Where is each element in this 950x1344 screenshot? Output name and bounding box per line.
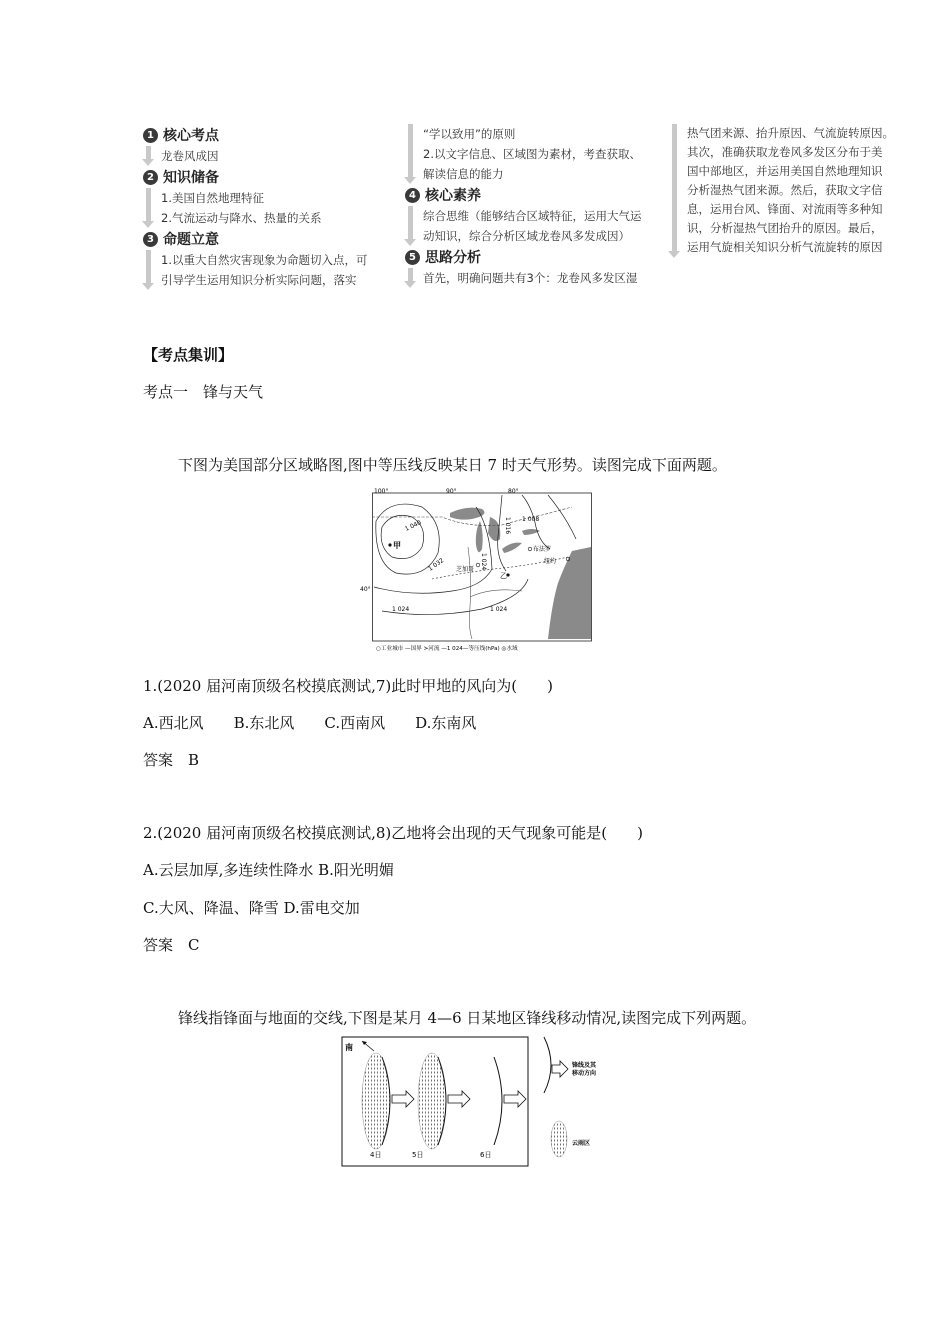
section-title: 知识储备 bbox=[163, 170, 219, 186]
question-1-stem: 1.(2020 届河南顶级名校摸底测试,7)此时甲地的风向为( ) bbox=[143, 677, 553, 695]
section-line: 2.气流运动与降水、热量的关系 bbox=[161, 211, 322, 225]
section-intent bbox=[143, 228, 393, 290]
number-badge: 1 bbox=[143, 128, 158, 143]
place-label: 纽约 bbox=[544, 558, 557, 565]
question-1-options: A.西北风 B.东北风 C.西南风 D.东南风 bbox=[143, 714, 477, 732]
intro-text-1: 下图为美国部分区域略图,图中等压线反映某日 7 时天气形势。读图完成下面两题。 bbox=[178, 456, 727, 474]
legend-rain-area bbox=[551, 1121, 567, 1157]
front-movement-diagram bbox=[340, 1035, 620, 1170]
section-title: 核心素养 bbox=[425, 188, 481, 204]
question-2-answer: 答案 C bbox=[143, 936, 200, 954]
section-line: 国中部地区，并运用美国自然地理知识 bbox=[687, 164, 883, 178]
number-badge: 4 bbox=[405, 188, 420, 203]
legend-front-line bbox=[544, 1037, 551, 1093]
section-analysis bbox=[405, 246, 663, 288]
legend-text: 云雨区 bbox=[572, 1140, 591, 1147]
day-label: 6日 bbox=[480, 1151, 492, 1159]
isobar-label: 1 024 bbox=[480, 553, 487, 571]
section-line: 运用气旋相关知识分析气流旋转的原因 bbox=[687, 240, 883, 254]
question-1-answer: 答案 B bbox=[143, 751, 200, 769]
isobar-label: 1 032 bbox=[427, 557, 446, 573]
section-title: 思路分析 bbox=[425, 250, 481, 266]
section-literacy bbox=[405, 184, 663, 246]
legend-text: 移动方向 bbox=[572, 1070, 597, 1077]
number-badge: 3 bbox=[143, 232, 158, 247]
question-2-options-line1: A.云层加厚,多连续性降水 B.阳光明媚 bbox=[143, 861, 394, 879]
section-title: 命题立意 bbox=[163, 232, 219, 248]
section-header: 【考点集训】 bbox=[143, 346, 234, 364]
question-2-options-line2: C.大风、降温、降雪 D.雷电交加 bbox=[143, 899, 360, 917]
place-label: 甲 bbox=[393, 541, 401, 550]
panel-column-2 bbox=[405, 124, 663, 288]
section-line: 引导学生运用知识分析实际问题，落实 bbox=[161, 273, 357, 287]
isobar-label: 1 008 bbox=[522, 516, 540, 523]
isobar-label: 1 024 bbox=[392, 606, 410, 613]
down-arrow-icon bbox=[143, 188, 153, 228]
legend-text: 锋线及其 bbox=[572, 1062, 597, 1069]
lon-label: 90° bbox=[446, 488, 457, 495]
section-core-topic bbox=[143, 124, 393, 166]
down-arrow-icon bbox=[405, 268, 415, 288]
down-arrow-icon bbox=[143, 250, 153, 290]
section-line: 1.以重大自然灾害现象为命题切入点，可 bbox=[161, 253, 368, 267]
place-label: 芝加哥 bbox=[456, 566, 475, 573]
number-badge: 5 bbox=[405, 250, 420, 265]
lon-label: 100° bbox=[374, 488, 389, 495]
direction-label: 南 bbox=[345, 1043, 353, 1052]
section-line: “学以致用”的原则 bbox=[423, 127, 516, 141]
isobar-label: 1 016 bbox=[504, 517, 511, 535]
day-label: 5日 bbox=[412, 1151, 424, 1159]
place-label: 乙 bbox=[500, 572, 507, 580]
number-badge: 2 bbox=[143, 170, 158, 185]
isobar-label: 1 040 bbox=[403, 519, 423, 533]
section-line: 动知识，综合分析区域龙卷风多发成因） bbox=[423, 229, 630, 243]
isobar-label: 1 024 bbox=[490, 606, 508, 613]
section-line: 龙卷风成因 bbox=[161, 149, 219, 163]
section-line: 2.以文字信息、区域图为素材，考查获取、 bbox=[423, 147, 641, 161]
panel-column-1 bbox=[143, 124, 393, 290]
section-title: 核心考点 bbox=[163, 128, 219, 144]
place-dot bbox=[388, 543, 391, 546]
lon-label: 80° bbox=[508, 488, 519, 495]
down-arrow-icon bbox=[405, 206, 415, 246]
panel-column-3 bbox=[669, 124, 909, 258]
legend-arrow-icon bbox=[552, 1061, 568, 1077]
down-arrow-icon bbox=[405, 124, 415, 184]
topic-title: 考点一 锋与天气 bbox=[143, 383, 264, 401]
section-line: 首先，明确问题共有3个：龙卷风多发区湿 bbox=[423, 271, 638, 285]
section-line: 息，运用台风、锋面、对流雨等多种知 bbox=[687, 202, 883, 216]
intro-text-2: 锋线指锋面与地面的交线,下图是某月 4—6 日某地区锋线移动情况,读图完成下列两题。 bbox=[178, 1009, 757, 1027]
day-label: 4日 bbox=[370, 1151, 382, 1159]
us-weather-map bbox=[360, 487, 592, 652]
down-arrow-icon bbox=[669, 124, 679, 258]
map-legend: ○工业城市 —国界 ≻河流 —1 024—等压线(hPa) ◎水域 bbox=[376, 646, 518, 652]
section-knowledge bbox=[143, 166, 393, 228]
question-2-stem: 2.(2020 届河南顶级名校摸底测试,8)乙地将会出现的天气现象可能是( ) bbox=[143, 824, 643, 842]
section-line: 其次，准确获取龙卷风多发区分布于美 bbox=[687, 145, 883, 159]
lat-label: 40° bbox=[360, 586, 371, 593]
section-line: 分析湿热气团来源。然后，获取文字信 bbox=[687, 183, 883, 197]
down-arrow-icon bbox=[143, 146, 153, 166]
section-line: 识，分析湿热气团抬升的原因。最后， bbox=[687, 221, 883, 235]
section-line: 热气团来源、抬升原因、气流旋转原因。 bbox=[687, 126, 894, 140]
section-line: 解读信息的能力 bbox=[423, 167, 504, 181]
section-line: 1.美国自然地理特征 bbox=[161, 191, 264, 205]
place-label: 布法罗 bbox=[533, 546, 552, 553]
section-line: 综合思维（能够结合区域特征，运用大气运 bbox=[423, 209, 642, 223]
